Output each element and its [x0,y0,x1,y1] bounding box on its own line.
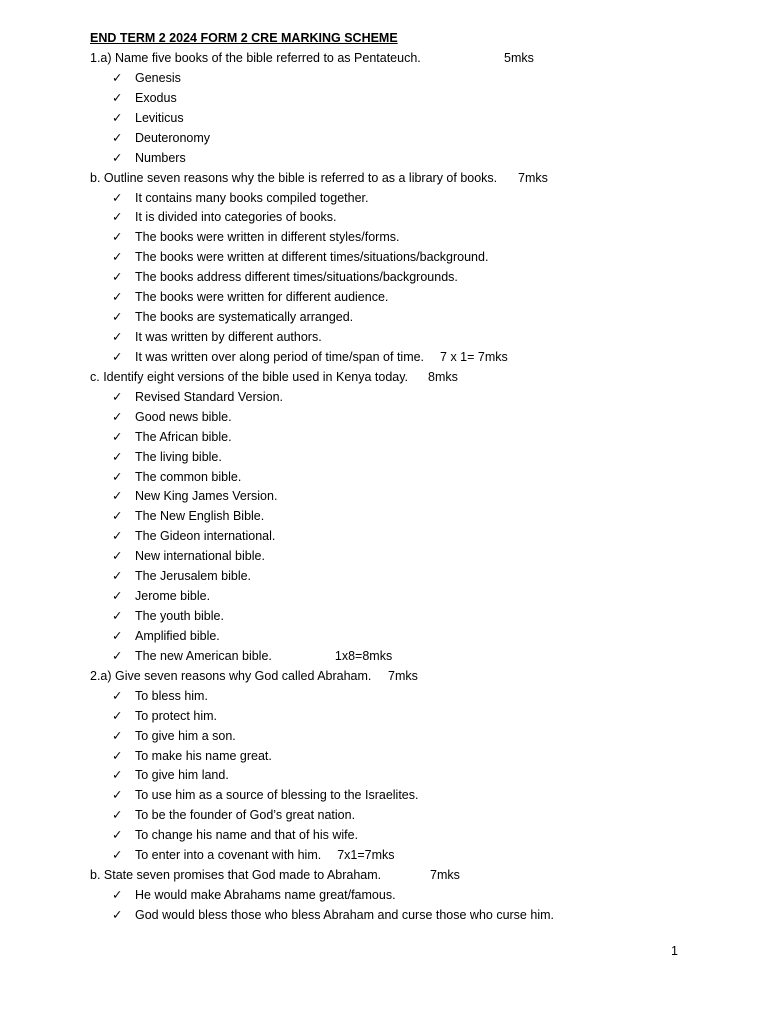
answer-text: The common bible. [135,469,242,484]
checkmark-icon: ✓ [112,888,123,903]
question-text: b. Outline seven reasons why the bible is referred to as a library of books. [90,170,498,185]
checkmark-icon: ✓ [112,90,123,105]
answer-text: God would bless those who bless Abraham and curse those who curse him. [135,907,554,922]
answer-text: The African bible. [135,429,232,444]
answer-text: To be the founder of God’s great nation. [135,808,356,823]
checkmark-icon: ✓ [112,409,123,424]
checkmark-icon: ✓ [112,788,123,803]
answer-item [112,427,232,447]
question-3 [90,367,408,387]
answer-text: Leviticus [135,110,184,125]
answer-item [112,128,210,148]
answer-item [112,407,232,427]
document-title: END TERM 2 2024 FORM 2 CRE MARKING SCHEME [90,31,398,45]
checkmark-icon: ✓ [112,708,123,723]
answer-item [112,227,399,247]
question-marks: 5mks [504,51,534,65]
question-marks: 7mks [430,868,460,883]
answer-item [112,586,210,606]
checkmark-icon: ✓ [112,848,123,863]
answer-text: The books address different times/situations/backgrounds. [135,270,458,285]
answer-text: The books were written at different times/situations/background. [135,250,489,265]
score-total: 1x8=8mks [334,648,393,663]
answer-item [112,68,181,88]
checkmark-icon: ✓ [112,489,123,504]
answer-item [112,606,224,626]
checkmark-icon: ✓ [112,728,123,743]
answer-item [112,785,418,805]
checkmark-icon: ✓ [112,150,123,165]
question-text: 2.a) Give seven reasons why God called Abraham. [90,668,372,683]
checkmark-icon: ✓ [112,469,123,484]
answer-text: New King James Version. [135,489,278,504]
checkmark-icon: ✓ [112,230,123,245]
answer-item [112,746,272,766]
checkmark-icon: ✓ [112,509,123,524]
checkmark-icon: ✓ [112,310,123,325]
checkmark-icon: ✓ [112,569,123,584]
answer-text: To enter into a covenant with him. [135,848,322,863]
question-text: 1.a) Name five books of the bible referred to as Pentateuch. [90,51,421,65]
checkmark-icon: ✓ [112,250,123,265]
answer-text: To give him a son. [135,728,236,743]
checkmark-icon: ✓ [112,190,123,205]
checkmark-icon: ✓ [112,589,123,604]
checkmark-icon: ✓ [112,130,123,145]
answer-item [112,526,275,546]
checkmark-icon: ✓ [112,529,123,544]
answer-item [112,726,236,746]
answer-text: The youth bible. [135,609,224,624]
checkmark-icon: ✓ [112,110,123,125]
checkmark-icon: ✓ [112,70,123,85]
answer-item [112,247,488,267]
answer-text: To protect him. [135,708,217,723]
checkmark-icon: ✓ [112,628,123,643]
question-1 [90,48,421,68]
answer-item [112,706,217,726]
question-text: b. State seven promises that God made to Abraham. [90,868,382,883]
checkmark-icon: ✓ [112,688,123,703]
score-total: 7 x 1= 7mks [440,349,508,364]
answer-text: It is divided into categories of books. [135,210,337,225]
checkmark-icon: ✓ [112,290,123,305]
checkmark-icon: ✓ [112,389,123,404]
answer-text: To use him as a source of blessing to the Israelites. [135,788,419,803]
answer-text: The new American bible. [135,648,272,663]
checkmark-icon: ✓ [112,648,123,663]
answer-item [112,805,355,825]
answer-item [112,447,222,467]
answer-text: The New English Bible. [135,509,265,524]
page-number: 1 [671,944,678,958]
question-marks: 7mks [518,170,548,185]
answer-item [112,287,388,307]
answer-text: Genesis [135,70,181,85]
answer-item [112,387,283,407]
checkmark-icon: ✓ [112,549,123,564]
answer-text: Jerome bible. [135,589,211,604]
answer-item [112,845,395,865]
question-4 [90,666,371,686]
checkmark-icon: ✓ [112,609,123,624]
answer-text: The Jerusalem bible. [135,569,252,584]
answer-text: It contains many books compiled together. [135,190,369,205]
checkmark-icon: ✓ [112,429,123,444]
answer-text: Amplified bible. [135,628,220,643]
answer-item [112,88,177,108]
question-text: c. Identify eight versions of the bible used in Kenya today. [90,369,409,384]
question-2 [90,168,497,188]
checkmark-icon: ✓ [112,270,123,285]
checkmark-icon: ✓ [112,449,123,464]
question-marks: 7mks [388,668,418,683]
checkmark-icon: ✓ [112,907,123,922]
checkmark-icon: ✓ [112,808,123,823]
answer-item [112,267,458,287]
answer-text: Revised Standard Version. [135,389,284,404]
answer-text: The living bible. [135,449,222,464]
answer-item [112,566,251,586]
answer-item [112,347,508,367]
answer-item [112,686,208,706]
answer-text: The books are systematically arranged. [135,310,354,325]
answer-item [112,207,337,227]
checkmark-icon: ✓ [112,828,123,843]
answer-text: It was written by different authors. [135,330,322,345]
answer-item [112,765,229,785]
checkmark-icon: ✓ [112,748,123,763]
answer-text: It was written over along period of time/span of time. [135,349,425,364]
answer-item [112,108,184,128]
checkmark-icon: ✓ [112,349,123,364]
checkmark-icon: ✓ [112,768,123,783]
answer-text: The books were written in different styles/forms. [135,230,400,245]
answer-item [112,646,392,666]
answer-item [112,885,396,905]
answer-text: To bless him. [135,688,208,703]
answer-text: The books were written for different audience. [135,290,389,305]
answer-item [112,467,241,487]
answer-text: Exodus [135,90,177,105]
score-total: 7x1=7mks [337,848,395,863]
answer-text: Good news bible. [135,409,232,424]
answer-item [112,307,353,327]
answer-item [112,546,265,566]
answer-item [112,626,220,646]
checkmark-icon: ✓ [112,210,123,225]
answer-item [112,148,186,168]
answer-text: New international bible. [135,549,265,564]
checkmark-icon: ✓ [112,330,123,345]
answer-item [112,905,554,925]
answer-item [112,486,277,506]
answer-text: To change his name and that of his wife. [135,828,359,843]
answer-item [112,188,368,208]
answer-text: He would make Abrahams name great/famous. [135,888,396,903]
answer-text: To give him land. [135,768,229,783]
question-marks: 8mks [428,369,458,384]
question-5 [90,865,381,885]
answer-item [112,506,264,526]
answer-text: Numbers [135,150,186,165]
answer-text: Deuteronomy [135,130,211,145]
answer-text: The Gideon international. [135,529,276,544]
answer-text: To make his name great. [135,748,272,763]
answer-item [112,327,322,347]
answer-item [112,825,358,845]
